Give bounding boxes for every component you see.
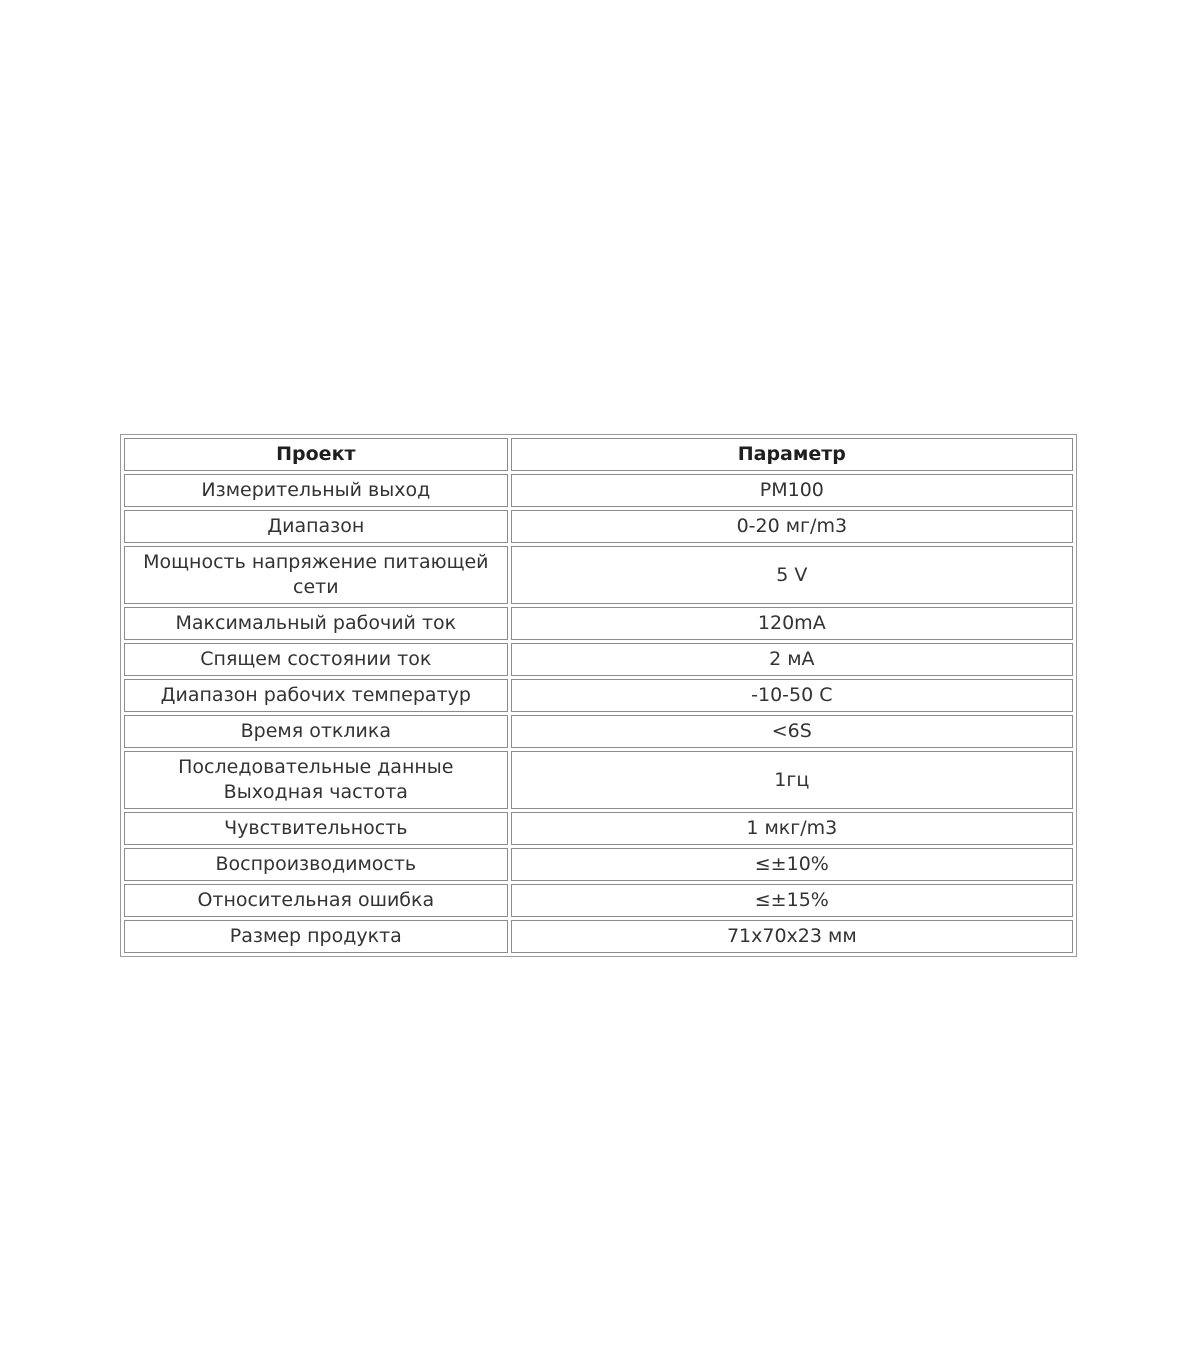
- table-row: [124, 920, 1073, 953]
- table-row: [124, 812, 1073, 845]
- row-label: Диапазон: [124, 510, 508, 543]
- row-value: 0-20 мг/m3: [511, 510, 1073, 543]
- table-row: [124, 474, 1073, 507]
- table-row: [124, 510, 1073, 543]
- table-row: [124, 607, 1073, 640]
- table-row: [124, 751, 1073, 809]
- row-label: Измерительный выход: [124, 474, 508, 507]
- row-label: Размер продукта: [124, 920, 508, 953]
- row-label: Спящем состоянии ток: [124, 643, 508, 676]
- row-label: Относительная ошибка: [124, 884, 508, 917]
- row-value: -10-50 C: [511, 679, 1073, 712]
- table-row: [124, 715, 1073, 748]
- row-label: Чувствительность: [124, 812, 508, 845]
- row-label: Диапазон рабочих температур: [124, 679, 508, 712]
- table-row: [124, 848, 1073, 881]
- row-value: ≤±10%: [511, 848, 1073, 881]
- table-row: [124, 679, 1073, 712]
- table-row: [124, 546, 1073, 604]
- table-row: [124, 884, 1073, 917]
- row-label: Максимальный рабочий ток: [124, 607, 508, 640]
- row-label: Последовательные данные Выходная частота: [124, 751, 508, 809]
- header-project: Проект: [124, 438, 508, 471]
- row-label: Мощность напряжение питающей сети: [124, 546, 508, 604]
- row-value: PM100: [511, 474, 1073, 507]
- row-label: Воспроизводимость: [124, 848, 508, 881]
- row-value: <6S: [511, 715, 1073, 748]
- table-row: [124, 643, 1073, 676]
- row-value: 5 V: [511, 546, 1073, 604]
- row-value: ≤±15%: [511, 884, 1073, 917]
- row-value: 1 мкг/m3: [511, 812, 1073, 845]
- spec-table: [120, 434, 1077, 957]
- row-value: 71x70x23 мм: [511, 920, 1073, 953]
- row-value: 1гц: [511, 751, 1073, 809]
- row-value: 2 мА: [511, 643, 1073, 676]
- row-label: Время отклика: [124, 715, 508, 748]
- table-header-row: [124, 438, 1073, 471]
- row-value: 120mA: [511, 607, 1073, 640]
- header-parameter: Параметр: [511, 438, 1073, 471]
